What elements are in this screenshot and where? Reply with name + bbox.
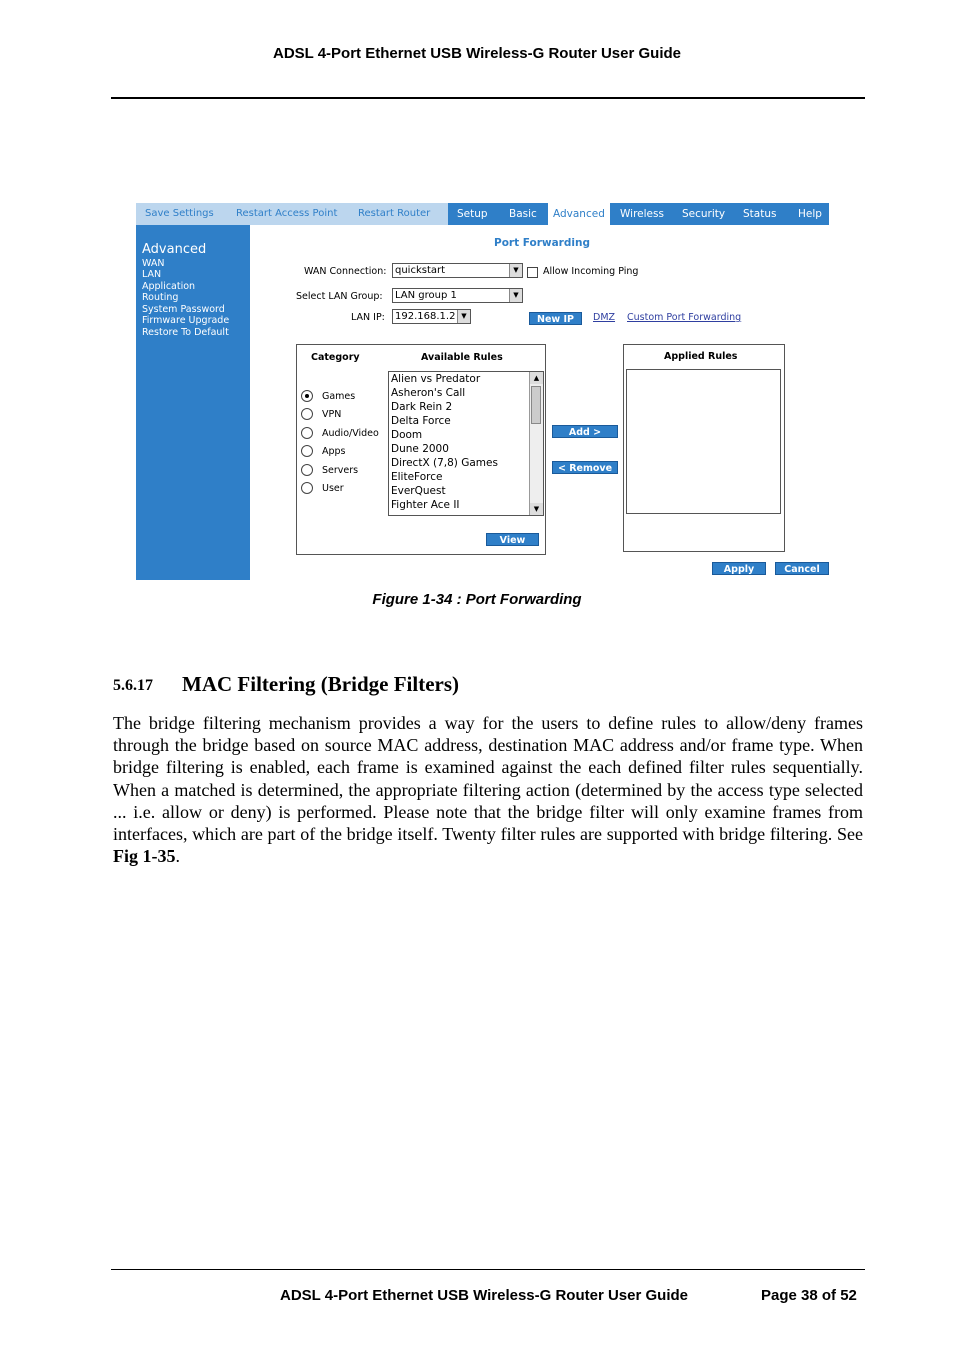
sidebar-item-system-password[interactable]: System Password (142, 304, 225, 315)
lan-ip-label: LAN IP: (351, 312, 385, 323)
available-rules-header: Available Rules (421, 352, 503, 363)
radio-apps[interactable] (301, 445, 313, 457)
radio-servers[interactable] (301, 464, 313, 476)
lan-group-label: Select LAN Group: (296, 291, 383, 302)
tab-wireless[interactable]: Wireless (620, 208, 664, 220)
list-item[interactable]: Doom (391, 429, 423, 441)
category-header: Category (311, 352, 360, 363)
radio-label-audio-video: Audio/Video (322, 428, 379, 439)
wan-connection-label: WAN Connection: (304, 266, 387, 277)
page-header: ADSL 4-Port Ethernet USB Wireless-G Router User Guide (272, 45, 681, 62)
list-item[interactable]: EliteForce (391, 471, 443, 483)
radio-label-vpn: VPN (322, 409, 342, 420)
radio-games[interactable] (301, 390, 313, 402)
sidebar-item-routing[interactable]: Routing (142, 292, 179, 303)
tab-advanced[interactable]: Advanced (548, 203, 610, 225)
chevron-down-icon: ▼ (509, 264, 522, 277)
scroll-thumb[interactable] (531, 386, 541, 424)
footer-title: ADSL 4-Port Ethernet USB Wireless-G Router User Guide (280, 1287, 689, 1304)
radio-audio-video[interactable] (301, 427, 313, 439)
top-bar (136, 203, 829, 225)
radio-label-servers: Servers (322, 465, 359, 476)
radio-vpn[interactable] (301, 408, 313, 420)
lan-group-select[interactable]: LAN group 1 ▼ (392, 288, 523, 303)
sidebar-item-application[interactable]: Application (142, 281, 196, 292)
new-ip-button[interactable]: New IP (529, 312, 582, 325)
list-item[interactable]: EverQuest (391, 485, 446, 497)
dmz-link[interactable]: DMZ (593, 312, 616, 323)
tab-security[interactable]: Security (682, 208, 726, 220)
radio-label-apps: Apps (322, 446, 346, 457)
list-item[interactable]: DirectX (7,8) Games (391, 457, 498, 469)
restart-access-point-link[interactable]: Restart Access Point (236, 208, 338, 219)
chevron-down-icon: ▼ (457, 310, 470, 323)
tab-status[interactable]: Status (743, 208, 777, 220)
scroll-up-icon[interactable]: ▲ (530, 372, 543, 384)
tab-basic[interactable]: Basic (509, 208, 537, 220)
sidebar-item-restore-default[interactable]: Restore To Default (142, 327, 229, 338)
section-number: 5.6.17 (113, 677, 153, 694)
figure-reference: Fig 1-35 (113, 846, 176, 867)
port-forwarding-screenshot (136, 203, 829, 580)
list-item[interactable]: Delta Force (391, 415, 451, 427)
sidebar-item-firmware-upgrade[interactable]: Firmware Upgrade (142, 315, 230, 326)
cancel-button[interactable]: Cancel (775, 562, 829, 575)
sidebar (136, 225, 250, 580)
apply-button[interactable]: Apply (712, 562, 766, 575)
chevron-down-icon: ▼ (509, 289, 522, 302)
sidebar-title: Advanced (142, 242, 207, 257)
list-item[interactable]: Dune 2000 (391, 443, 449, 455)
list-scrollbar[interactable] (529, 372, 543, 515)
tab-setup[interactable]: Setup (457, 208, 488, 220)
save-settings-link[interactable]: Save Settings (145, 208, 214, 219)
list-item[interactable]: Asheron's Call (391, 387, 466, 399)
list-item[interactable]: Alien vs Predator (391, 373, 481, 385)
figure-caption: Figure 1-34 : Port Forwarding (372, 591, 582, 608)
page-number: Page 38 of 52 (761, 1287, 857, 1304)
available-rules-list[interactable] (388, 371, 544, 516)
section-title: MAC Filtering (Bridge Filters) (182, 672, 459, 696)
applied-rules-header: Applied Rules (664, 351, 738, 362)
tab-help[interactable]: Help (798, 208, 822, 220)
wan-connection-select[interactable]: quickstart ▼ (392, 263, 523, 278)
radio-label-user: User (322, 483, 344, 494)
add-button[interactable]: Add > (552, 425, 618, 438)
list-item[interactable]: Dark Rein 2 (391, 401, 453, 413)
footer-rule (111, 1269, 865, 1270)
section-body: The bridge filtering mechanism provides a way for the users to define rules to allow/deny frames through the bridge based on source MAC address, destination MAC address and/or frame type. When bridge filtering is enabled, each frame is examined against the each defined filter rules sequentially. When a matched is determined, the appropriate filtering action (determined by the access type selected ... i.e. allow or deny) is performed. Please note that the bridge filter will only examine frames from interfaces, which are part of the bridge itself. Twenty filter rules are supported with bridge filtering. See Fig 1-35. (113, 713, 863, 867)
custom-port-forwarding-link[interactable]: Custom Port Forwarding (627, 312, 742, 323)
page-title: Port Forwarding (494, 237, 590, 249)
radio-user[interactable] (301, 482, 313, 494)
applied-rules-list[interactable] (626, 369, 781, 514)
sidebar-item-wan[interactable]: WAN (142, 258, 165, 269)
lan-ip-select[interactable]: 192.168.1.2 ▼ (392, 309, 471, 324)
sidebar-item-lan[interactable]: LAN (142, 269, 162, 280)
header-rule (111, 97, 865, 99)
list-item[interactable]: Fighter Ace II (391, 499, 460, 511)
allow-ping-label: Allow Incoming Ping (543, 266, 639, 277)
restart-router-link[interactable]: Restart Router (358, 208, 431, 219)
allow-ping-checkbox[interactable] (527, 267, 538, 278)
remove-button[interactable]: < Remove (552, 461, 618, 474)
radio-label-games: Games (322, 391, 356, 402)
view-button[interactable]: View (486, 533, 539, 546)
scroll-down-icon[interactable]: ▼ (530, 503, 543, 515)
